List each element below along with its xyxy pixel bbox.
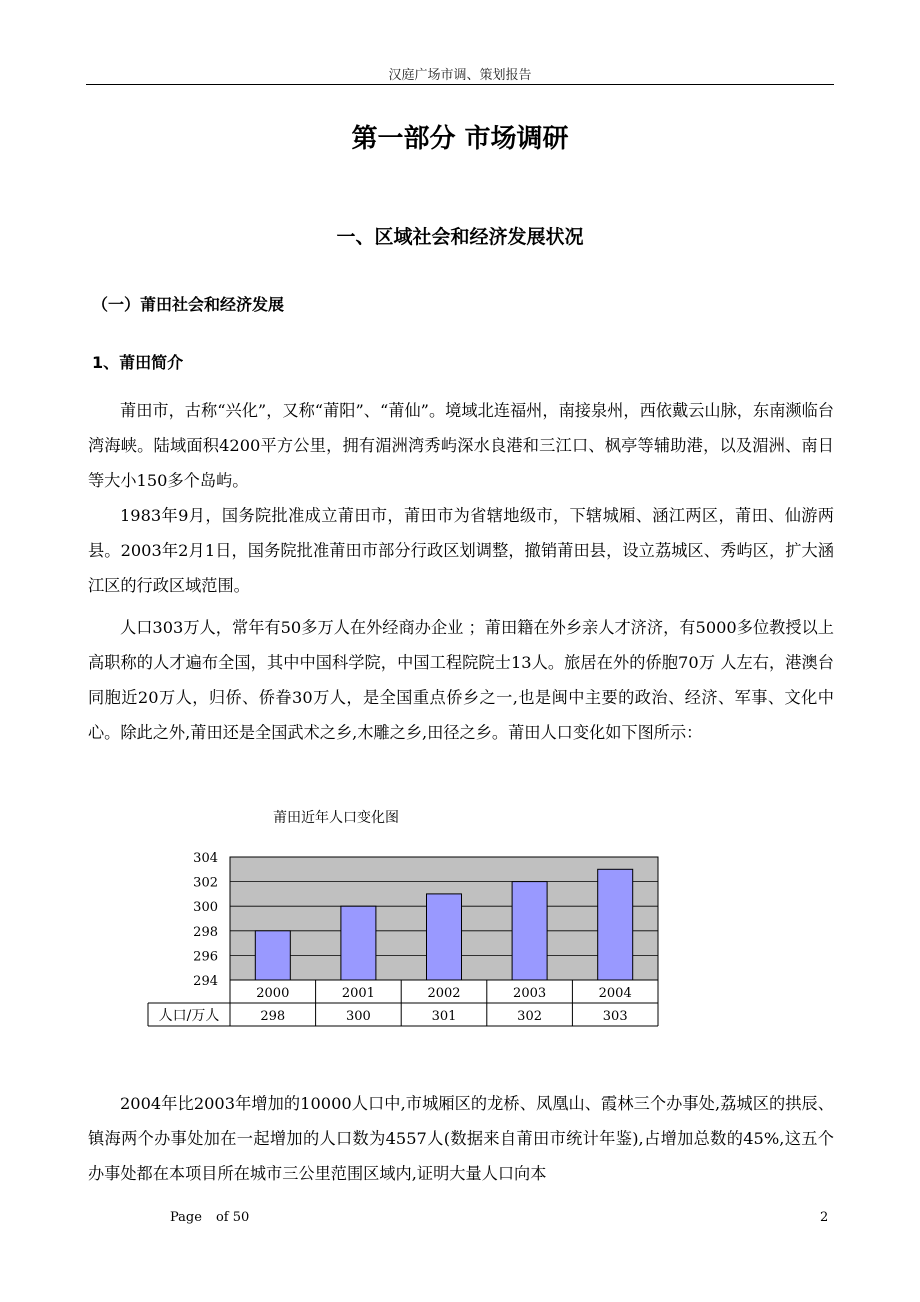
bar-2002 [427, 894, 462, 980]
paragraph-population: 人口303万人，常年有50多万人在外经商办企业 ；莆田籍在外乡亲人才济济，有5000多位教授以上高职称的人才遍布全国，其中中国科学院，中国工程院院士13人。旅居在外的侨胞70万 人左右，港澳台同胞近20万人，归侨、侨眷30万人，是全国重点侨乡之一,也是闽中主要的政治、经济、军事、文化中心。除此之外,莆田还是全国武术之乡,木雕之乡,田径之乡。莆田人口变化如下图所示： [88, 618, 834, 742]
x-tick-label: 2001 [341, 986, 375, 1001]
chart-title: 莆田近年人口变化图 [273, 810, 399, 826]
y-tick-label: 294 [193, 974, 218, 989]
section-title: 一、区域社会和经济发展状况 [336, 226, 584, 248]
bar-2001 [341, 906, 376, 980]
x-tick-label: 2004 [598, 986, 632, 1001]
header-rule [86, 84, 834, 85]
paragraph-growth: 2004年比2003年增加的10000人口中,市城厢区的龙桥、凤凰山、霞林三个办事处,荔城区的拱辰、镇海两个办事处加在一起增加的人口数为4557人(数据来自莆田市统计年鉴),占增加总数的45%,这五个办事处都在本项目所在城市三公里范围区域内,证明大量人口向本 [88, 1094, 834, 1183]
footer-of-label: of 50 [215, 1210, 250, 1225]
y-tick-label: 302 [193, 875, 218, 891]
y-tick-label: 304 [193, 851, 218, 866]
subsection-title: （一）莆田社会和经济发展 [92, 295, 285, 314]
paragraph-history: 1983年9月，国务院批准成立莆田市，莆田市为省辖地级市，下辖城厢、涵江两区，莆田、仙游两县。2003年2月1日，国务院批准莆田市部分行政区划调整，撤销莆田县，设立荔城区、秀屿区，扩大涵江区的行政区域范围。 [88, 506, 834, 595]
y-tick-label: 296 [193, 949, 218, 965]
y-tick-label: 298 [193, 924, 218, 940]
population-chart [140, 800, 680, 1040]
footer-page-info [170, 1210, 263, 1225]
y-tick-label: 300 [193, 900, 218, 916]
data-label: 300 [345, 1009, 371, 1024]
bar-2000 [255, 931, 290, 980]
running-header: 汉庭广场市调、策划报告 [388, 68, 532, 83]
data-label: 301 [431, 1009, 457, 1024]
x-tick-label: 2002 [427, 986, 461, 1001]
data-label: 298 [260, 1009, 286, 1024]
paragraph-intro: 莆田市，古称“兴化”，又称“莆阳”、“莆仙”。境域北连福州，南接泉州，西依戴云山脉，东南濒临台湾海峡。陆域面积4200平方公里，拥有湄洲湾秀屿深水良港和三江口、枫亭等辅助港，以及湄洲、南日等大小150多个岛屿。 [88, 401, 834, 490]
item-title: 1、莆田简介 [92, 353, 184, 372]
part-title: 第一部分 市场调研 [351, 124, 569, 154]
footer-page-label: Page [170, 1210, 202, 1225]
data-label: 303 [602, 1009, 628, 1024]
bar-2003 [512, 882, 547, 980]
table-row-label: 人口/万人 [158, 1008, 220, 1024]
x-tick-label: 2000 [256, 986, 290, 1001]
x-tick-label: 2003 [513, 986, 547, 1001]
bar-2004 [598, 869, 633, 980]
footer-page-number: 2 [820, 1210, 829, 1225]
data-label: 302 [517, 1009, 543, 1024]
